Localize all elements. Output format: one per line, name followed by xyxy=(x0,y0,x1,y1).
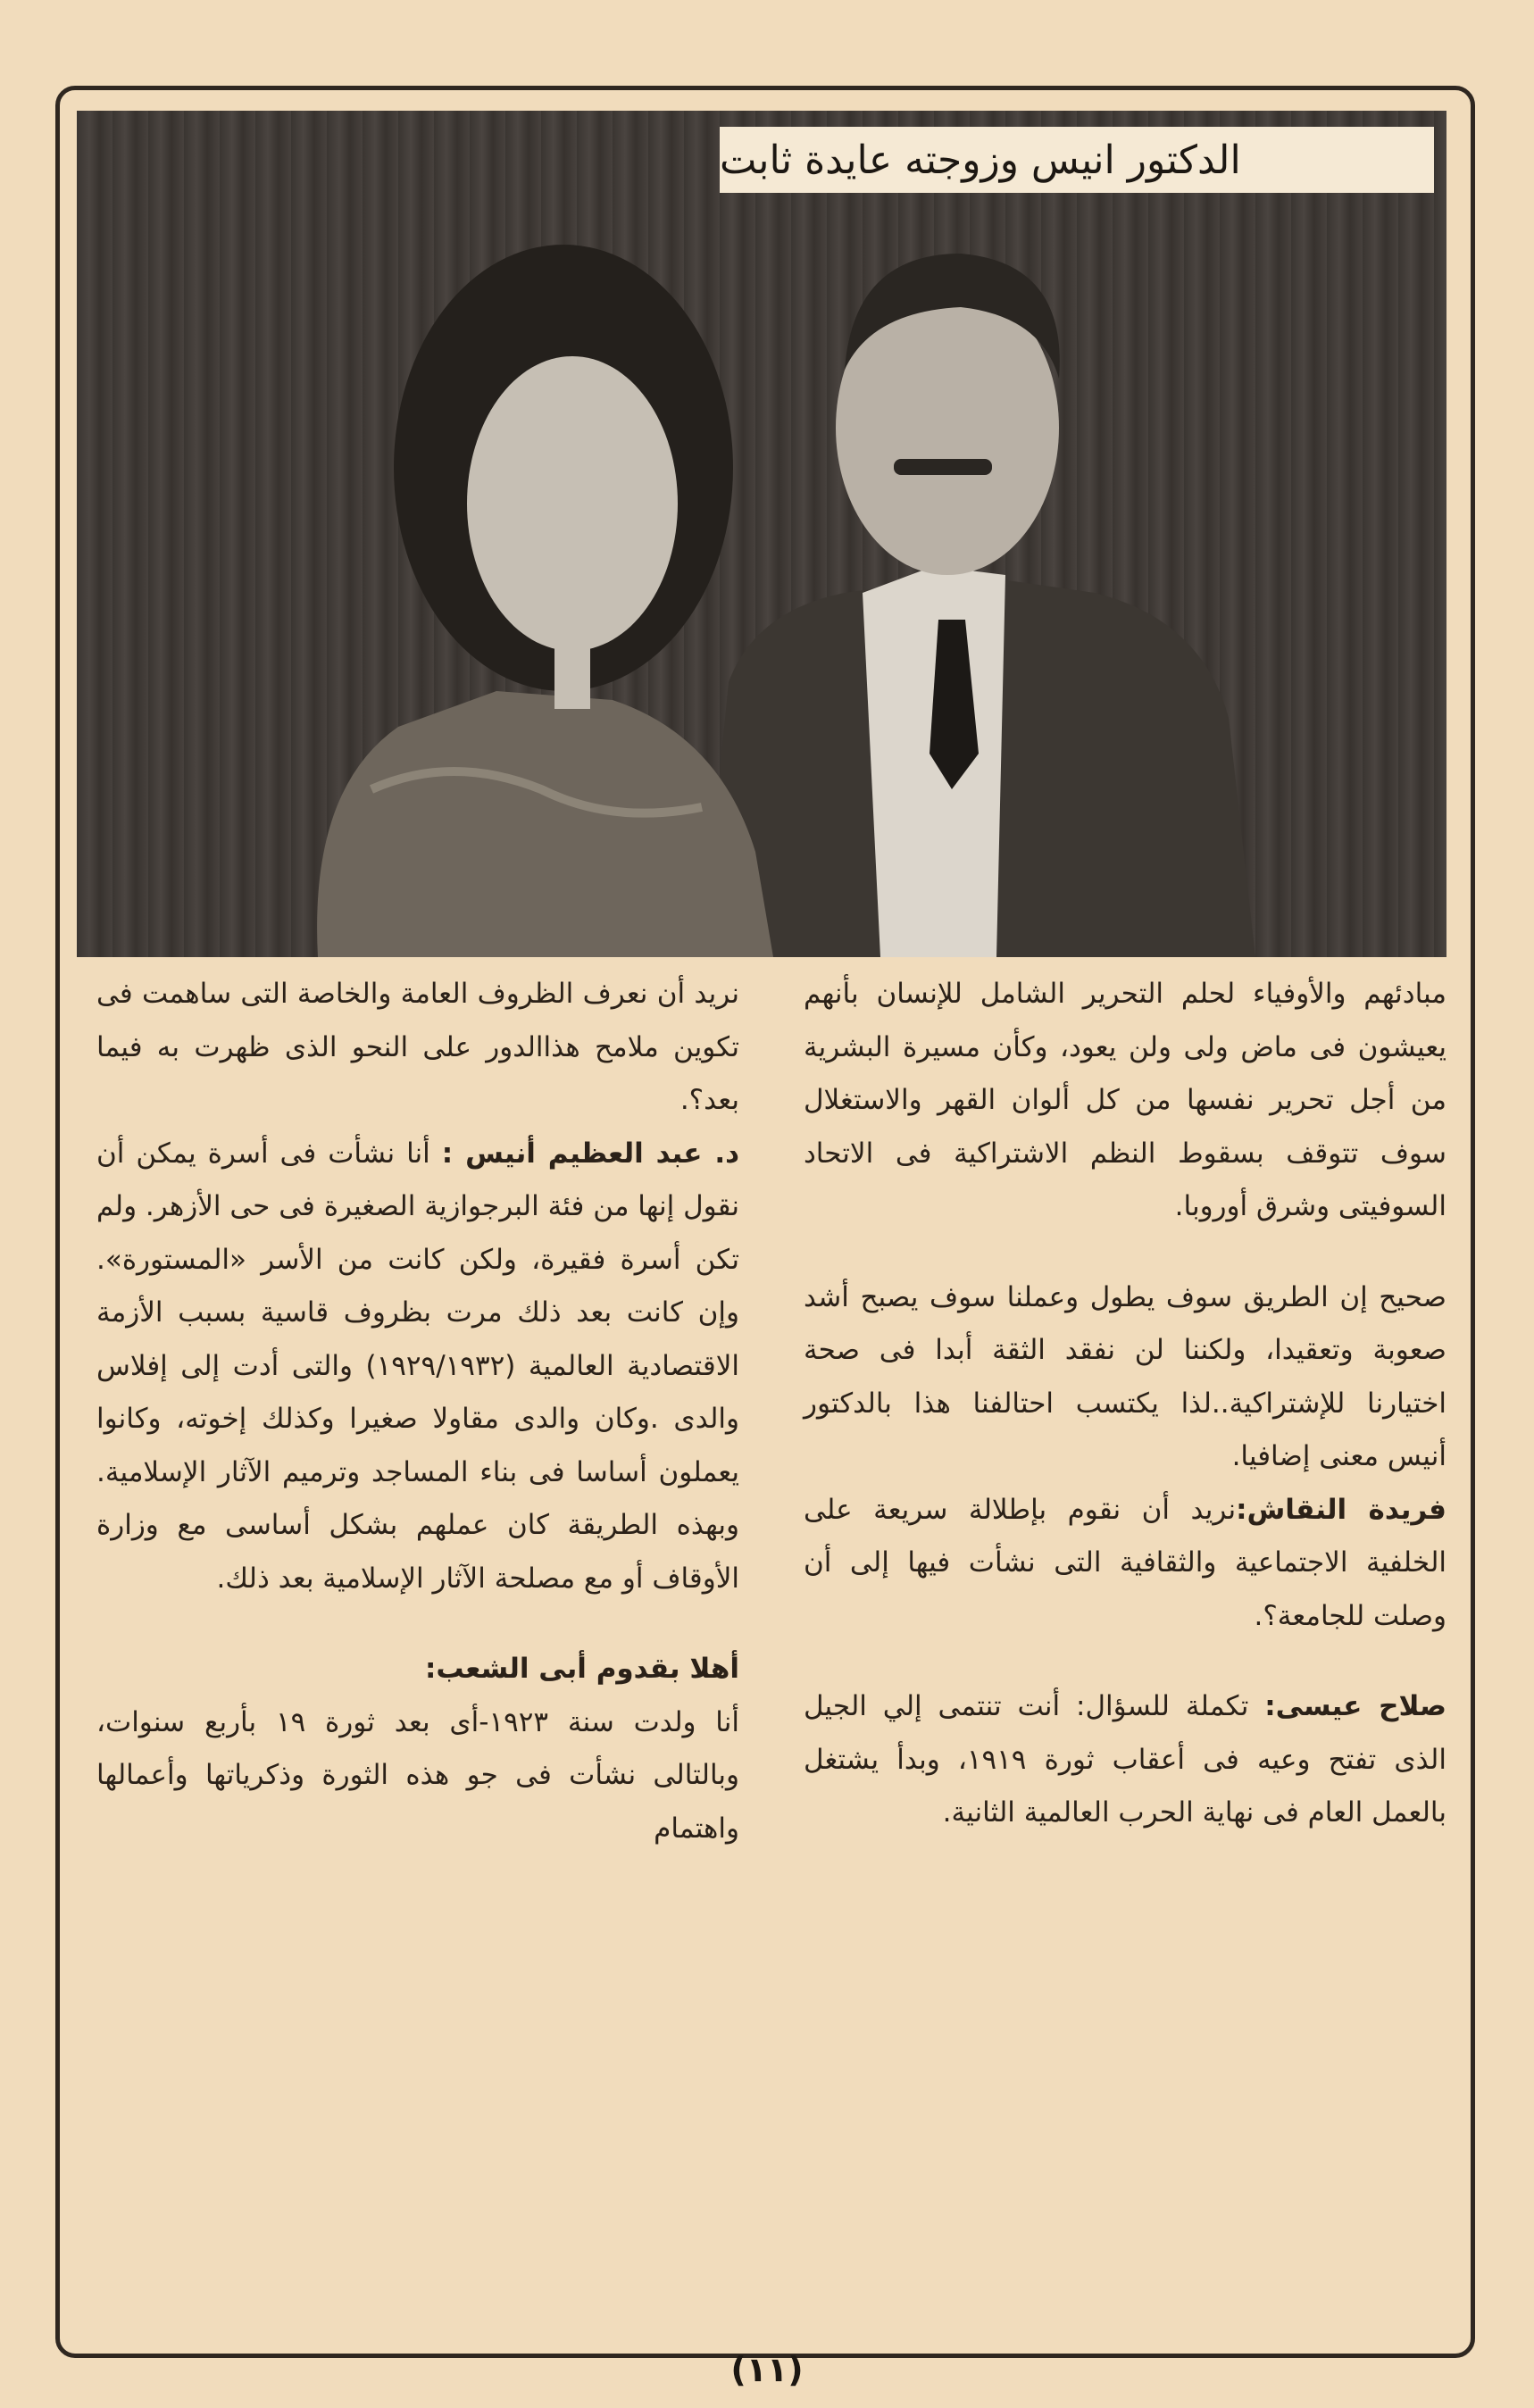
article-column-left xyxy=(96,968,739,1855)
paragraph xyxy=(804,1680,1446,1840)
portrait-photo xyxy=(77,111,1446,957)
paragraph xyxy=(804,1484,1446,1644)
speaker-text: نريد أن نقوم بإطلالة سريعة على الخلفية الاجتماعية والثقافية التى نشأت فيها إلى أن وصلت للجامعة؟. xyxy=(804,1493,1446,1632)
page-number: (١١) xyxy=(730,2350,804,2389)
speaker-name: صلاح عيسى: xyxy=(1264,1690,1446,1722)
photo-caption: الدكتور انيس وزوجته عايدة ثابت xyxy=(720,127,1434,193)
couple-portrait-image xyxy=(77,111,1446,957)
article-column-right xyxy=(804,968,1446,1840)
speaker-text: تكملة للسؤال: أنت تنتمى إلي الجيل الذى تفتح وعيه فى أعقاب ثورة ١٩١٩، وبدأ يشتغل بالعمل العام فى نهاية الحرب العالمية الثانية. xyxy=(804,1690,1446,1829)
section-subheading: أهلا بقدوم أبى الشعب: xyxy=(424,1653,739,1685)
speaker-text: أنا نشأت فى أسرة يمكن أن نقول إنها من فئة البرجوازية الصغيرة فى حى الأزهر. ولم تكن أسرة فقيرة، ولكن كانت من الأسر «المستورة». وإن كانت بعد ذلك مرت بظروف قاسية بسبب الأزمة الاقتصادية العالمية (١٩٢٩/١٩٣٢) والتى أدت إلى إفلاس والدى .وكان والدى مقاولا صغيرا وكذلك إخوته، وكانوا يعملون أساسا فى بناء المساجد وترميم الآثار الإسلامية. وبهذه الطريقة كان عملهم بشكل أساسى مع وزارة الأوقاف أو مع مصلحة الآثار الإسلامية بعد ذلك. xyxy=(96,1137,739,1595)
paragraph: مبادئهم والأوفياء لحلم التحرير الشامل للإنسان بأنهم يعيشون فى ماض ولى ولن يعود، وكأن مسيرة البشرية من أجل تحرير نفسها من كل ألوان القهر والاستغلال سوف تتوقف بسقوط النظم الاشتراكية فى الاتحاد السوفيتى وشرق أوروبا. xyxy=(804,978,1446,1222)
speaker-name: د. عبد العظيم أنيس : xyxy=(441,1137,740,1170)
paragraph: نريد أن نعرف الظروف العامة والخاصة التى ساهمت فى تكوين ملامح هذاالدور على النحو الذى ظهرت به فيما بعد؟. xyxy=(96,978,739,1116)
speaker-name: فريدة النقاش: xyxy=(1236,1493,1446,1526)
paragraph xyxy=(96,1128,739,1606)
paragraph: صحيح إن الطريق سوف يطول وعملنا سوف يصبح أشد صعوبة وتعقيدا، ولكننا لن نفقد الثقة أبدا فى صحة اختيارنا للإشتراكية..لذا يكتسب احتالفنا هذا بالدكتور أنيس معنى إضافيا. xyxy=(804,1280,1446,1472)
paragraph: أنا ولدت سنة ١٩٢٣-أى بعد ثورة ١٩ بأربع سنوات، وبالتالى نشأت فى جو هذه الثورة وذكرياتها وأعمالها واهتمام xyxy=(96,1705,739,1845)
